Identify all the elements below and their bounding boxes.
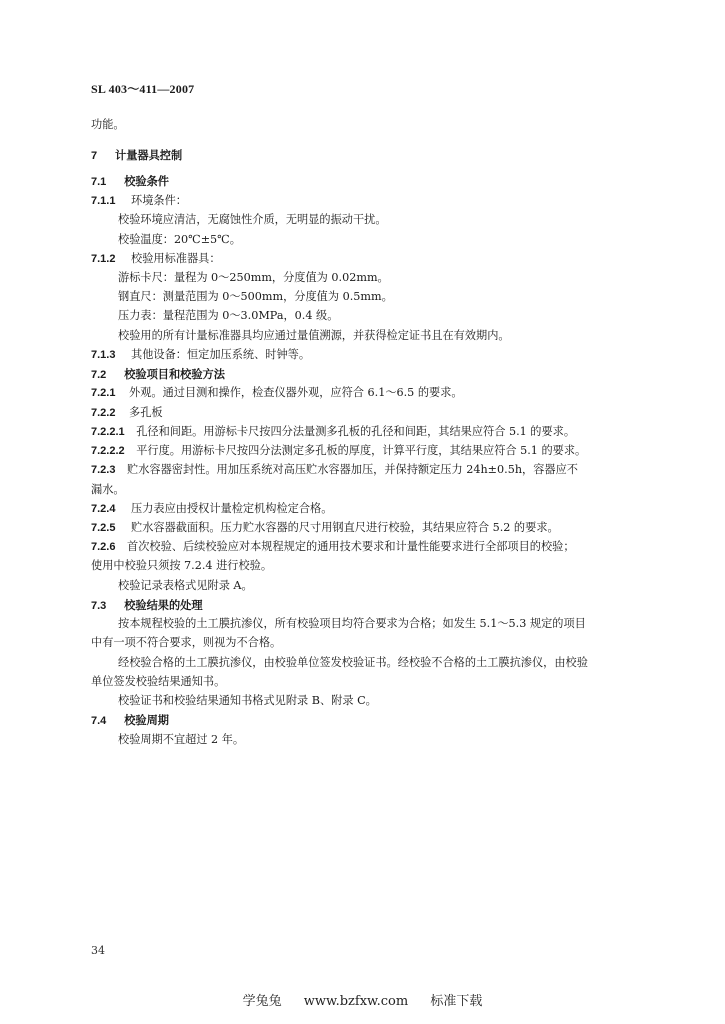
paragraph-line: 按本规程校验的土工膜抗渗仪，所有校验项目均符合要求为合格；如发生 5.1～5.3 规定的项目	[118, 617, 586, 630]
paragraph-line: 校验温度：20℃±5℃。	[118, 233, 241, 246]
paragraph-line: 漏水。	[91, 483, 125, 496]
clause-text: 外观。通过目测和操作，检查仪器外观，应符合 6.1～6.5 的要求。	[129, 386, 463, 399]
section-7-1-heading	[91, 174, 169, 189]
footer-site-name: 学兔兔	[242, 994, 282, 1009]
standard-code-header: SL 403～411—2007	[91, 82, 195, 96]
section-7-heading	[91, 148, 182, 163]
clause-number: 7.2.1	[91, 387, 116, 399]
clause-7-1-3	[91, 348, 310, 362]
clause-text: 贮水容器截面积。压力贮水容器的尺寸用钢直尺进行校验，其结果应符合 5.2 的要求。	[131, 521, 559, 534]
clause-7-2-4	[91, 502, 332, 516]
clause-7-2-1	[91, 386, 463, 400]
clause-number: 7.1.2	[91, 253, 116, 265]
clause-text: 其他设备：恒定加压系统、时钟等。	[131, 348, 311, 361]
clause-text: 校验用标准器具：	[131, 252, 221, 265]
section-number: 7.4	[91, 715, 107, 727]
section-title: 校验条件	[124, 174, 169, 188]
clause-number: 7.1.3	[91, 349, 116, 361]
paragraph-line: 经校验合格的土工膜抗渗仪，由校验单位签发校验证书。经校验不合格的土工膜抗渗仪，由校验	[118, 656, 588, 669]
clause-7-2-6	[91, 540, 575, 554]
footer-watermark	[0, 990, 725, 1009]
paragraph-line: 中有一项不符合要求，则视为不合格。	[91, 636, 282, 649]
clause-text: 孔径和间距。用游标卡尺按四分法量测多孔板的孔径和间距，其结果应符合 5.1 的要求。	[136, 425, 576, 438]
clause-text: 环境条件：	[131, 194, 187, 207]
paragraph-line: 单位签发校验结果通知书。	[91, 675, 226, 688]
section-title: 校验项目和校验方法	[124, 367, 225, 381]
paragraph-line: 校验环境应清洁，无腐蚀性介质，无明显的振动干扰。	[118, 213, 387, 226]
clause-number: 7.1.1	[91, 195, 116, 207]
paragraph-line: 校验用的所有计量标准器具均应通过量值溯源，并获得检定证书且在有效期内。	[118, 329, 510, 342]
footer-slogan: 标准下载	[430, 994, 483, 1009]
section-number: 7.2	[91, 369, 107, 381]
page-number: 34	[91, 944, 105, 957]
clause-text: 压力表应由授权计量检定机构检定合格。	[131, 502, 333, 515]
clause-number: 7.2.3	[91, 464, 116, 476]
section-number: 7	[91, 150, 98, 162]
paragraph-line: 游标卡尺：量程为 0～250mm，分度值为 0.02mm。	[118, 271, 389, 284]
clause-text: 首次校验、后续校验应对本规程规定的通用技术要求和计量性能要求进行全部项目的校验；	[127, 540, 575, 553]
clause-number: 7.2.4	[91, 503, 116, 515]
section-title: 校验结果的处理	[124, 598, 203, 612]
clause-text: 平行度。用游标卡尺按四分法测定多孔板的厚度，计算平行度，其结果应符合 5.1 的要求。	[136, 444, 587, 457]
paragraph-line: 功能。	[91, 118, 125, 131]
section-title: 校验周期	[124, 713, 169, 727]
clause-text: 多孔板	[129, 406, 163, 419]
section-7-4-heading	[91, 713, 169, 728]
paragraph-line: 校验记录表格式见附录 A。	[118, 579, 253, 592]
section-number: 7.3	[91, 600, 107, 612]
clause-number: 7.2.5	[91, 522, 116, 534]
clause-7-2-2-2	[91, 444, 586, 458]
paragraph-line: 使用中校验只须按 7.2.4 进行校验。	[91, 559, 273, 572]
section-title: 计量器具控制	[115, 148, 183, 162]
footer-url-link[interactable]: www.bzfxw.com	[303, 994, 409, 1009]
paragraph-line: 校验证书和校验结果通知书格式见附录 B、附录 C。	[118, 694, 377, 707]
clause-7-2-2	[91, 406, 163, 420]
clause-7-1-1	[91, 194, 187, 208]
clause-7-2-5	[91, 521, 559, 535]
clause-7-1-2	[91, 252, 221, 266]
clause-7-2-2-1	[91, 425, 575, 439]
clause-text: 贮水容器密封性。用加压系统对高压贮水容器加压，并保持额定压力 24h±0.5h，容器应不	[127, 463, 578, 476]
paragraph-line: 钢直尺：测量范围为 0～500mm，分度值为 0.5mm。	[118, 290, 393, 303]
section-7-2-heading	[91, 367, 225, 382]
paragraph-line: 压力表：量程范围为 0～3.0MPa，0.4 级。	[118, 309, 339, 322]
section-number: 7.1	[91, 176, 107, 188]
clause-7-2-3	[91, 463, 578, 477]
clause-number: 7.2.2	[91, 407, 116, 419]
paragraph-line: 校验周期不宜超过 2 年。	[118, 733, 245, 746]
clause-number: 7.2.2.1	[91, 426, 125, 438]
section-7-3-heading	[91, 598, 203, 613]
clause-number: 7.2.6	[91, 541, 116, 553]
clause-number: 7.2.2.2	[91, 445, 125, 457]
